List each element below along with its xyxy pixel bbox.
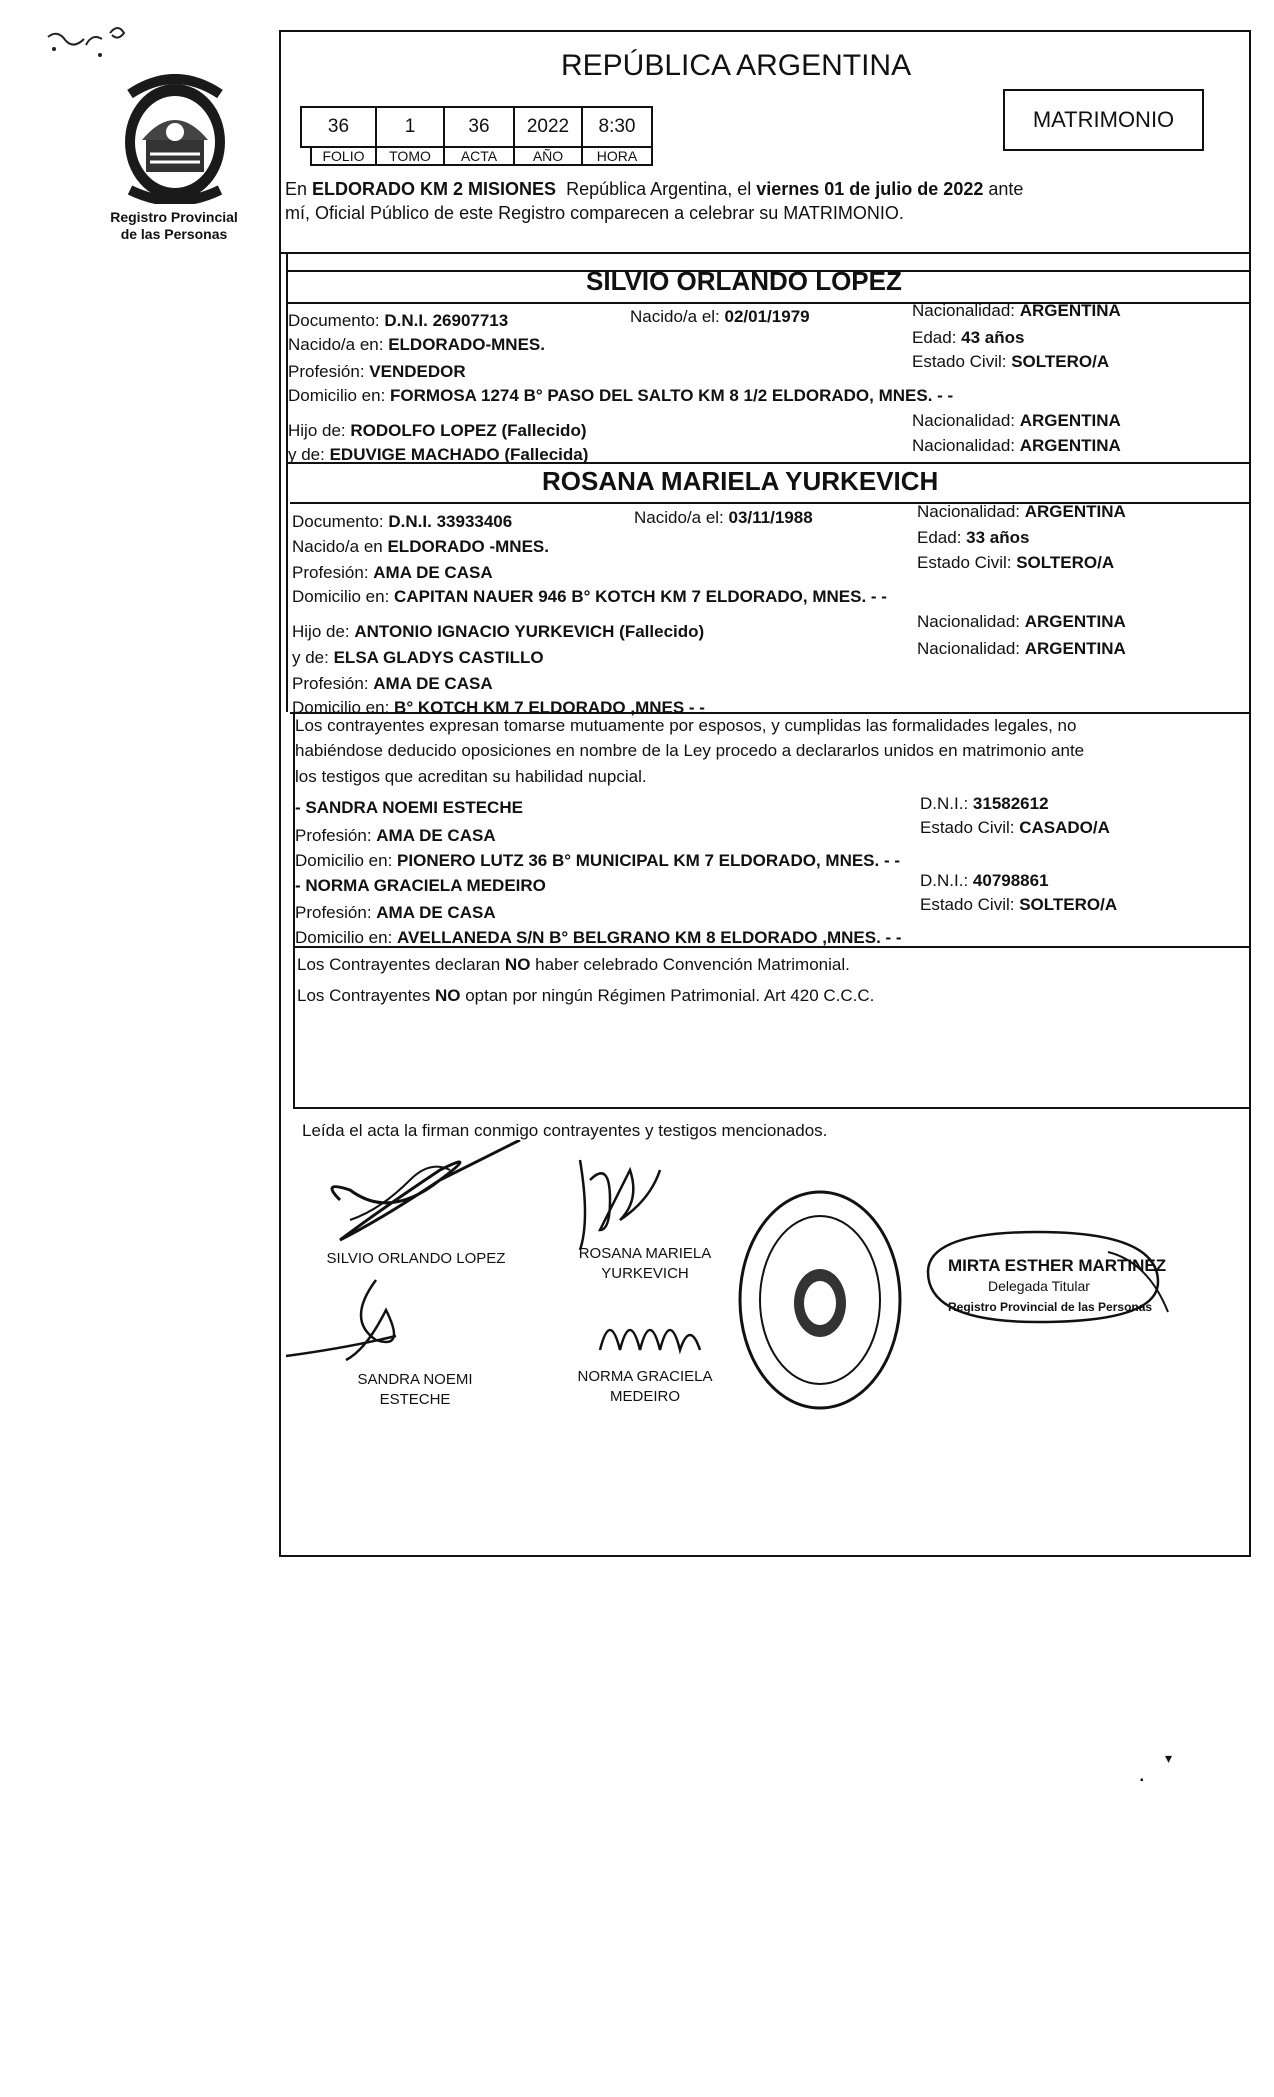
bride-mother: y de: ELSA GLADYS CASTILLO	[292, 648, 544, 667]
tomo-value: 1	[375, 106, 445, 148]
witness-2-signature	[590, 1310, 710, 1370]
bride-nationality: Nacionalidad: ARGENTINA	[917, 502, 1126, 521]
divider	[293, 1107, 1251, 1109]
bride-mother-address: Domicilio en: B° KOTCH KM 7 ELDORADO ,MNES - -	[292, 698, 705, 717]
intro-line-2: mí, Oficial Público de este Registro comparecen a celebrar su MATRIMONIO.	[285, 203, 904, 223]
witness-1-signature	[276, 1270, 436, 1380]
groom-mother: y de: EDUVIGE MACHADO (Fallecida)	[288, 445, 589, 464]
groom-profession: Profesión: VENDEDOR	[288, 362, 466, 381]
hora-label: HORA	[581, 148, 653, 166]
groom-age: Edad: 43 años	[912, 328, 1025, 347]
groom-civil-status: Estado Civil: SOLTERO/A	[912, 352, 1110, 371]
bride-signature-label-1: ROSANA MARIELA	[578, 1245, 712, 1262]
folio-value: 36	[300, 106, 377, 148]
coat-of-arms-icon	[110, 74, 240, 204]
groom-signature	[300, 1140, 540, 1260]
acta-label: ACTA	[443, 148, 515, 166]
bride-birthplace: Nacido/a en ELDORADO -MNES.	[292, 537, 549, 556]
divider	[293, 946, 1251, 948]
note-convention: Los Contrayentes declaran NO haber celebrado Convención Matrimonial.	[297, 955, 850, 974]
witness-2-dni: D.N.I.: 40798861	[920, 871, 1049, 890]
bride-name: ROSANA MARIELA YURKEVICH	[542, 466, 939, 496]
witness-1-address: Domicilio en: PIONERO LUTZ 36 B° MUNICIPAL KM 7 ELDORADO, MNES. - -	[295, 851, 901, 870]
closing-text: Leída el acta la firman conmigo contrayentes y testigos mencionados.	[302, 1121, 828, 1140]
scan-mark: ▾	[1165, 1750, 1173, 1766]
agency-line-1: Registro Provincial	[110, 209, 238, 225]
groom-born: Nacido/a el: 02/01/1979	[630, 307, 810, 326]
witness-1-dni: D.N.I.: 31582612	[920, 794, 1049, 813]
corner-scribble	[40, 15, 140, 65]
bride-address: Domicilio en: CAPITAN NAUER 946 B° KOTCH KM 7 ELDORADO, MNES. - -	[292, 587, 887, 606]
witness-1-name: - SANDRA NOEMI ESTECHE	[295, 798, 523, 817]
folio-label: FOLIO	[310, 148, 377, 166]
witness-2-profession: Profesión: AMA DE CASA	[295, 903, 496, 922]
official-title: Delegada Titular	[988, 1278, 1090, 1294]
intro-line-1: En ELDORADO KM 2 MISIONES República Argentina, el viernes 01 de julio de 2022 ante	[285, 179, 1024, 199]
groom-father-nationality: Nacionalidad: ARGENTINA	[912, 411, 1121, 430]
declaration-line-1: Los contrayentes expresan tomarse mutuamente por esposos, y cumplidas las formalidades legales, no	[295, 716, 1077, 735]
witness-2-name: - NORMA GRACIELA MEDEIRO	[295, 876, 546, 895]
groom-name: SILVIO ORLANDO LOPEZ	[586, 266, 902, 296]
groom-nationality: Nacionalidad: ARGENTINA	[912, 301, 1121, 320]
bride-profession: Profesión: AMA DE CASA	[292, 563, 493, 582]
bride-born: Nacido/a el: 03/11/1988	[634, 508, 813, 527]
divider	[286, 462, 1251, 464]
witness-2-civil-status: Estado Civil: SOLTERO/A	[920, 895, 1118, 914]
agency-line-2: de las Personas	[120, 226, 228, 242]
ano-value: 2022	[513, 106, 583, 148]
bride-mother-profession: Profesión: AMA DE CASA	[292, 674, 493, 693]
bride-signature-label-2: YURKEVICH	[601, 1265, 689, 1282]
witness-1-civil-status: Estado Civil: CASADO/A	[920, 818, 1110, 837]
groom-address: Domicilio en: FORMOSA 1274 B° PASO DEL SALTO KM 8 1/2 ELDORADO, MNES. - -	[288, 386, 954, 405]
witness-1-signature-label-1: SANDRA NOEMI	[357, 1371, 473, 1388]
witness-2-signature-label-2: MEDEIRO	[609, 1388, 680, 1405]
ano-label: AÑO	[513, 148, 583, 166]
bride-father-nationality: Nacionalidad: ARGENTINA	[917, 612, 1126, 631]
divider	[279, 252, 1251, 254]
official-name: MIRTA ESTHER MARTINEZ	[948, 1256, 1167, 1275]
acta-value: 36	[443, 106, 515, 148]
country-title: REPÚBLICA ARGENTINA	[561, 49, 912, 82]
hora-value: 8:30	[581, 106, 653, 148]
divider	[290, 712, 1251, 714]
groom-birthplace: Nacido/a en: ELDORADO-MNES.	[288, 335, 545, 354]
note-regime: Los Contrayentes NO optan por ningún Régimen Patrimonial. Art 420 C.C.C.	[297, 986, 875, 1005]
declaration-line-2: habiéndose deducido oposiciones en nombre de la Ley procedo a declararlos unidos en matrimonio ante	[295, 741, 1085, 760]
act-type-box	[1003, 89, 1204, 151]
scan-mark: ▪	[1140, 1775, 1144, 1786]
official-agency: Registro Provincial de las Personas	[948, 1300, 1153, 1314]
bride-father: Hijo de: ANTONIO IGNACIO YURKEVICH (Fallecido)	[292, 622, 705, 641]
tomo-label: TOMO	[375, 148, 445, 166]
coat-of-arms	[110, 74, 240, 204]
declaration-line-3: los testigos que acreditan su habilidad nupcial.	[295, 767, 647, 786]
witness-2-address: Domicilio en: AVELLANEDA S/N B° BELGRANO KM 8 ELDORADO ,MNES. - -	[295, 928, 902, 947]
delegation-stamp	[735, 1185, 905, 1415]
groom-mother-nationality: Nacionalidad: ARGENTINA	[912, 436, 1121, 455]
groom-father: Hijo de: RODOLFO LOPEZ (Fallecido)	[288, 421, 587, 440]
act-type: MATRIMONIO	[1032, 107, 1175, 132]
witness-1-signature-label-2: ESTECHE	[379, 1391, 451, 1408]
groom-signature-label: SILVIO ORLANDO LOPEZ	[326, 1250, 506, 1267]
bride-doc: Documento: D.N.I. 33933406	[292, 512, 513, 531]
groom-doc: Documento: D.N.I. 26907713	[288, 311, 509, 330]
witness-2-signature-label-1: NORMA GRACIELA	[577, 1368, 713, 1385]
bride-civil-status: Estado Civil: SOLTERO/A	[917, 553, 1115, 572]
bride-age: Edad: 33 años	[917, 528, 1030, 547]
witness-1-profession: Profesión: AMA DE CASA	[295, 826, 496, 845]
bride-mother-nationality: Nacionalidad: ARGENTINA	[917, 639, 1126, 658]
